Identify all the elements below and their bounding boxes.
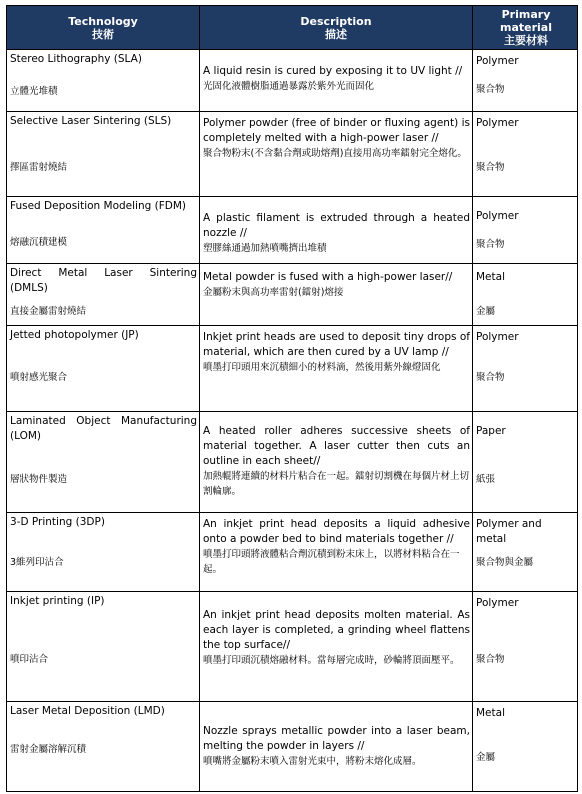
description-cell bbox=[200, 412, 473, 513]
description-cell bbox=[200, 264, 473, 326]
material-cell bbox=[473, 197, 578, 264]
header-description bbox=[200, 6, 473, 50]
technology-cell bbox=[7, 264, 200, 326]
technology-name-zh: 擇區雷射燒結 bbox=[10, 162, 68, 173]
description-cell bbox=[200, 513, 473, 592]
description-text-zh: 金屬粉末與高功率雷射(鐳射)熔接 bbox=[203, 287, 344, 298]
technology-cell bbox=[7, 326, 200, 412]
table-row bbox=[7, 702, 578, 792]
material-name-zh: 聚合物 bbox=[476, 239, 505, 250]
material-cell bbox=[473, 412, 578, 513]
description-text: Nozzle sprays metallic powder into a laser beam, melting the powder in layers // bbox=[203, 725, 470, 752]
table-row bbox=[7, 197, 578, 264]
material-cell bbox=[473, 112, 578, 197]
header-technology bbox=[7, 6, 200, 50]
material-name: Metal bbox=[476, 271, 505, 283]
material-name-zh: 聚合物與金屬 bbox=[476, 557, 534, 568]
header-technology-zh: 技術 bbox=[92, 27, 114, 41]
table-row bbox=[7, 592, 578, 702]
header-description-en: Description bbox=[300, 14, 372, 28]
technology-name-zh: 層狀物件製造 bbox=[10, 474, 68, 485]
header-material-en: Primary material bbox=[500, 8, 552, 34]
table-row bbox=[7, 112, 578, 197]
description-text: Inkjet print heads are used to deposit tiny drops of material, which are then cured by a UV lamp // bbox=[203, 331, 470, 358]
material-name: Polymer bbox=[476, 210, 519, 222]
material-name: Metal bbox=[476, 707, 505, 719]
technology-table bbox=[6, 5, 578, 792]
header-material-zh: 主要材料 bbox=[504, 34, 548, 47]
material-name: Polymer bbox=[476, 117, 519, 129]
technology-cell bbox=[7, 592, 200, 702]
table-row bbox=[7, 326, 578, 412]
technology-name: Fused Deposition Modeling (FDM) bbox=[10, 200, 187, 212]
description-text: Metal powder is fused with a high-power laser// bbox=[203, 271, 453, 283]
technology-cell bbox=[7, 50, 200, 112]
table-row bbox=[7, 50, 578, 112]
material-cell bbox=[473, 264, 578, 326]
material-name: Paper bbox=[476, 425, 506, 437]
material-name: Polymer bbox=[476, 331, 519, 343]
technology-name: Jetted photopolymer (JP) bbox=[10, 329, 139, 341]
technology-name: Direct Metal Laser Sintering (DMLS) bbox=[10, 267, 197, 294]
technology-name: 3-D Printing (3DP) bbox=[10, 516, 105, 528]
description-text-zh: 噴墨打印頭用來沉積細小的材料滴，然後用紫外線燈固化 bbox=[203, 362, 441, 373]
material-cell bbox=[473, 702, 578, 792]
technology-name: Laminated Object Manufacturing (LOM) bbox=[10, 415, 197, 442]
material-name-zh: 金屬 bbox=[476, 306, 496, 317]
description-text-zh: 光固化液體樹脂通過暴露於紫外光而固化 bbox=[203, 81, 375, 92]
material-cell bbox=[473, 592, 578, 702]
material-name-zh: 聚合物 bbox=[476, 84, 505, 95]
description-text-zh: 噴嘴將金屬粉末噴入雷射光束中，將粉末熔化成層。 bbox=[203, 756, 422, 767]
technology-name: Stereo Lithography (SLA) bbox=[10, 53, 142, 65]
material-name-zh: 聚合物 bbox=[476, 372, 505, 383]
description-cell bbox=[200, 326, 473, 412]
description-text: An inkjet print head deposits a liquid adhesive onto a powder bed to bind materials together // bbox=[203, 518, 470, 545]
description-cell bbox=[200, 50, 473, 112]
description-text: A plastic filament is extruded through a heated nozzle // bbox=[203, 212, 470, 239]
header-material bbox=[473, 6, 578, 50]
technology-name-zh: 噴射感光聚合 bbox=[10, 372, 68, 383]
material-name-zh: 金屬 bbox=[476, 752, 496, 763]
description-cell bbox=[200, 112, 473, 197]
technology-cell bbox=[7, 412, 200, 513]
description-text-zh: 聚合物粉末(不含黏合劑或助熔劑)直接用高功率鐳射完全熔化。 bbox=[203, 148, 467, 159]
table-row bbox=[7, 264, 578, 326]
material-cell bbox=[473, 326, 578, 412]
material-name: Polymer bbox=[476, 55, 519, 67]
description-text-zh: 塑膠絲通過加熱噴嘴擠出堆積 bbox=[203, 243, 327, 254]
technology-name-zh: 3維列印沾合 bbox=[10, 557, 64, 568]
technology-cell bbox=[7, 197, 200, 264]
description-cell bbox=[200, 592, 473, 702]
description-text: Polymer powder (free of binder or fluxing agent) is completely melted with a high-power laser // bbox=[203, 117, 470, 144]
description-text: A heated roller adheres successive sheets of material together. A laser cutter then cuts an outline in each sheet// bbox=[203, 425, 470, 467]
material-cell bbox=[473, 513, 578, 592]
description-text-zh: 噴墨打印頭沉積熔融材料。當每層完成時，砂輪將頂面壓平。 bbox=[203, 655, 460, 666]
technology-name-zh: 直接金屬雷射燒結 bbox=[10, 306, 87, 317]
material-name: Polymer bbox=[476, 597, 519, 609]
technology-name: Selective Laser Sintering (SLS) bbox=[10, 115, 172, 127]
technology-name: Inkjet printing (IP) bbox=[10, 595, 105, 607]
technology-name-zh: 熔融沉積建模 bbox=[10, 237, 68, 248]
technology-cell bbox=[7, 112, 200, 197]
material-name-zh: 紙張 bbox=[476, 474, 496, 485]
description-text-zh: 加熱輥將連續的材料片粘合在一起。鐳射切割機在每個片材上切割輪廓。 bbox=[203, 471, 470, 497]
technology-name-zh: 雷射金屬溶解沉積 bbox=[10, 744, 87, 755]
material-name: Polymer and metal bbox=[476, 518, 542, 545]
technology-cell bbox=[7, 702, 200, 792]
description-cell bbox=[200, 702, 473, 792]
description-text: A liquid resin is cured by exposing it to UV light // bbox=[203, 65, 463, 77]
header-technology-en: Technology bbox=[68, 14, 138, 28]
description-cell bbox=[200, 197, 473, 264]
technology-name-zh: 立體光堆積 bbox=[10, 86, 58, 97]
header-row bbox=[7, 6, 578, 50]
technology-cell bbox=[7, 513, 200, 592]
description-text-zh: 噴墨打印頭將液體粘合劑沉積到粉末床上，以將材料粘合在一起。 bbox=[203, 549, 460, 575]
table-row bbox=[7, 513, 578, 592]
material-cell bbox=[473, 50, 578, 112]
technology-name: Laser Metal Deposition (LMD) bbox=[10, 705, 165, 717]
technology-name-zh: 噴印沾合 bbox=[10, 654, 49, 665]
header-description-zh: 描述 bbox=[325, 27, 347, 41]
table-row bbox=[7, 412, 578, 513]
material-name-zh: 聚合物 bbox=[476, 654, 505, 665]
material-name-zh: 聚合物 bbox=[476, 162, 505, 173]
description-text: An inkjet print head deposits molten material. As each layer is completed, a grinding wheel flattens the top surface// bbox=[203, 609, 470, 651]
